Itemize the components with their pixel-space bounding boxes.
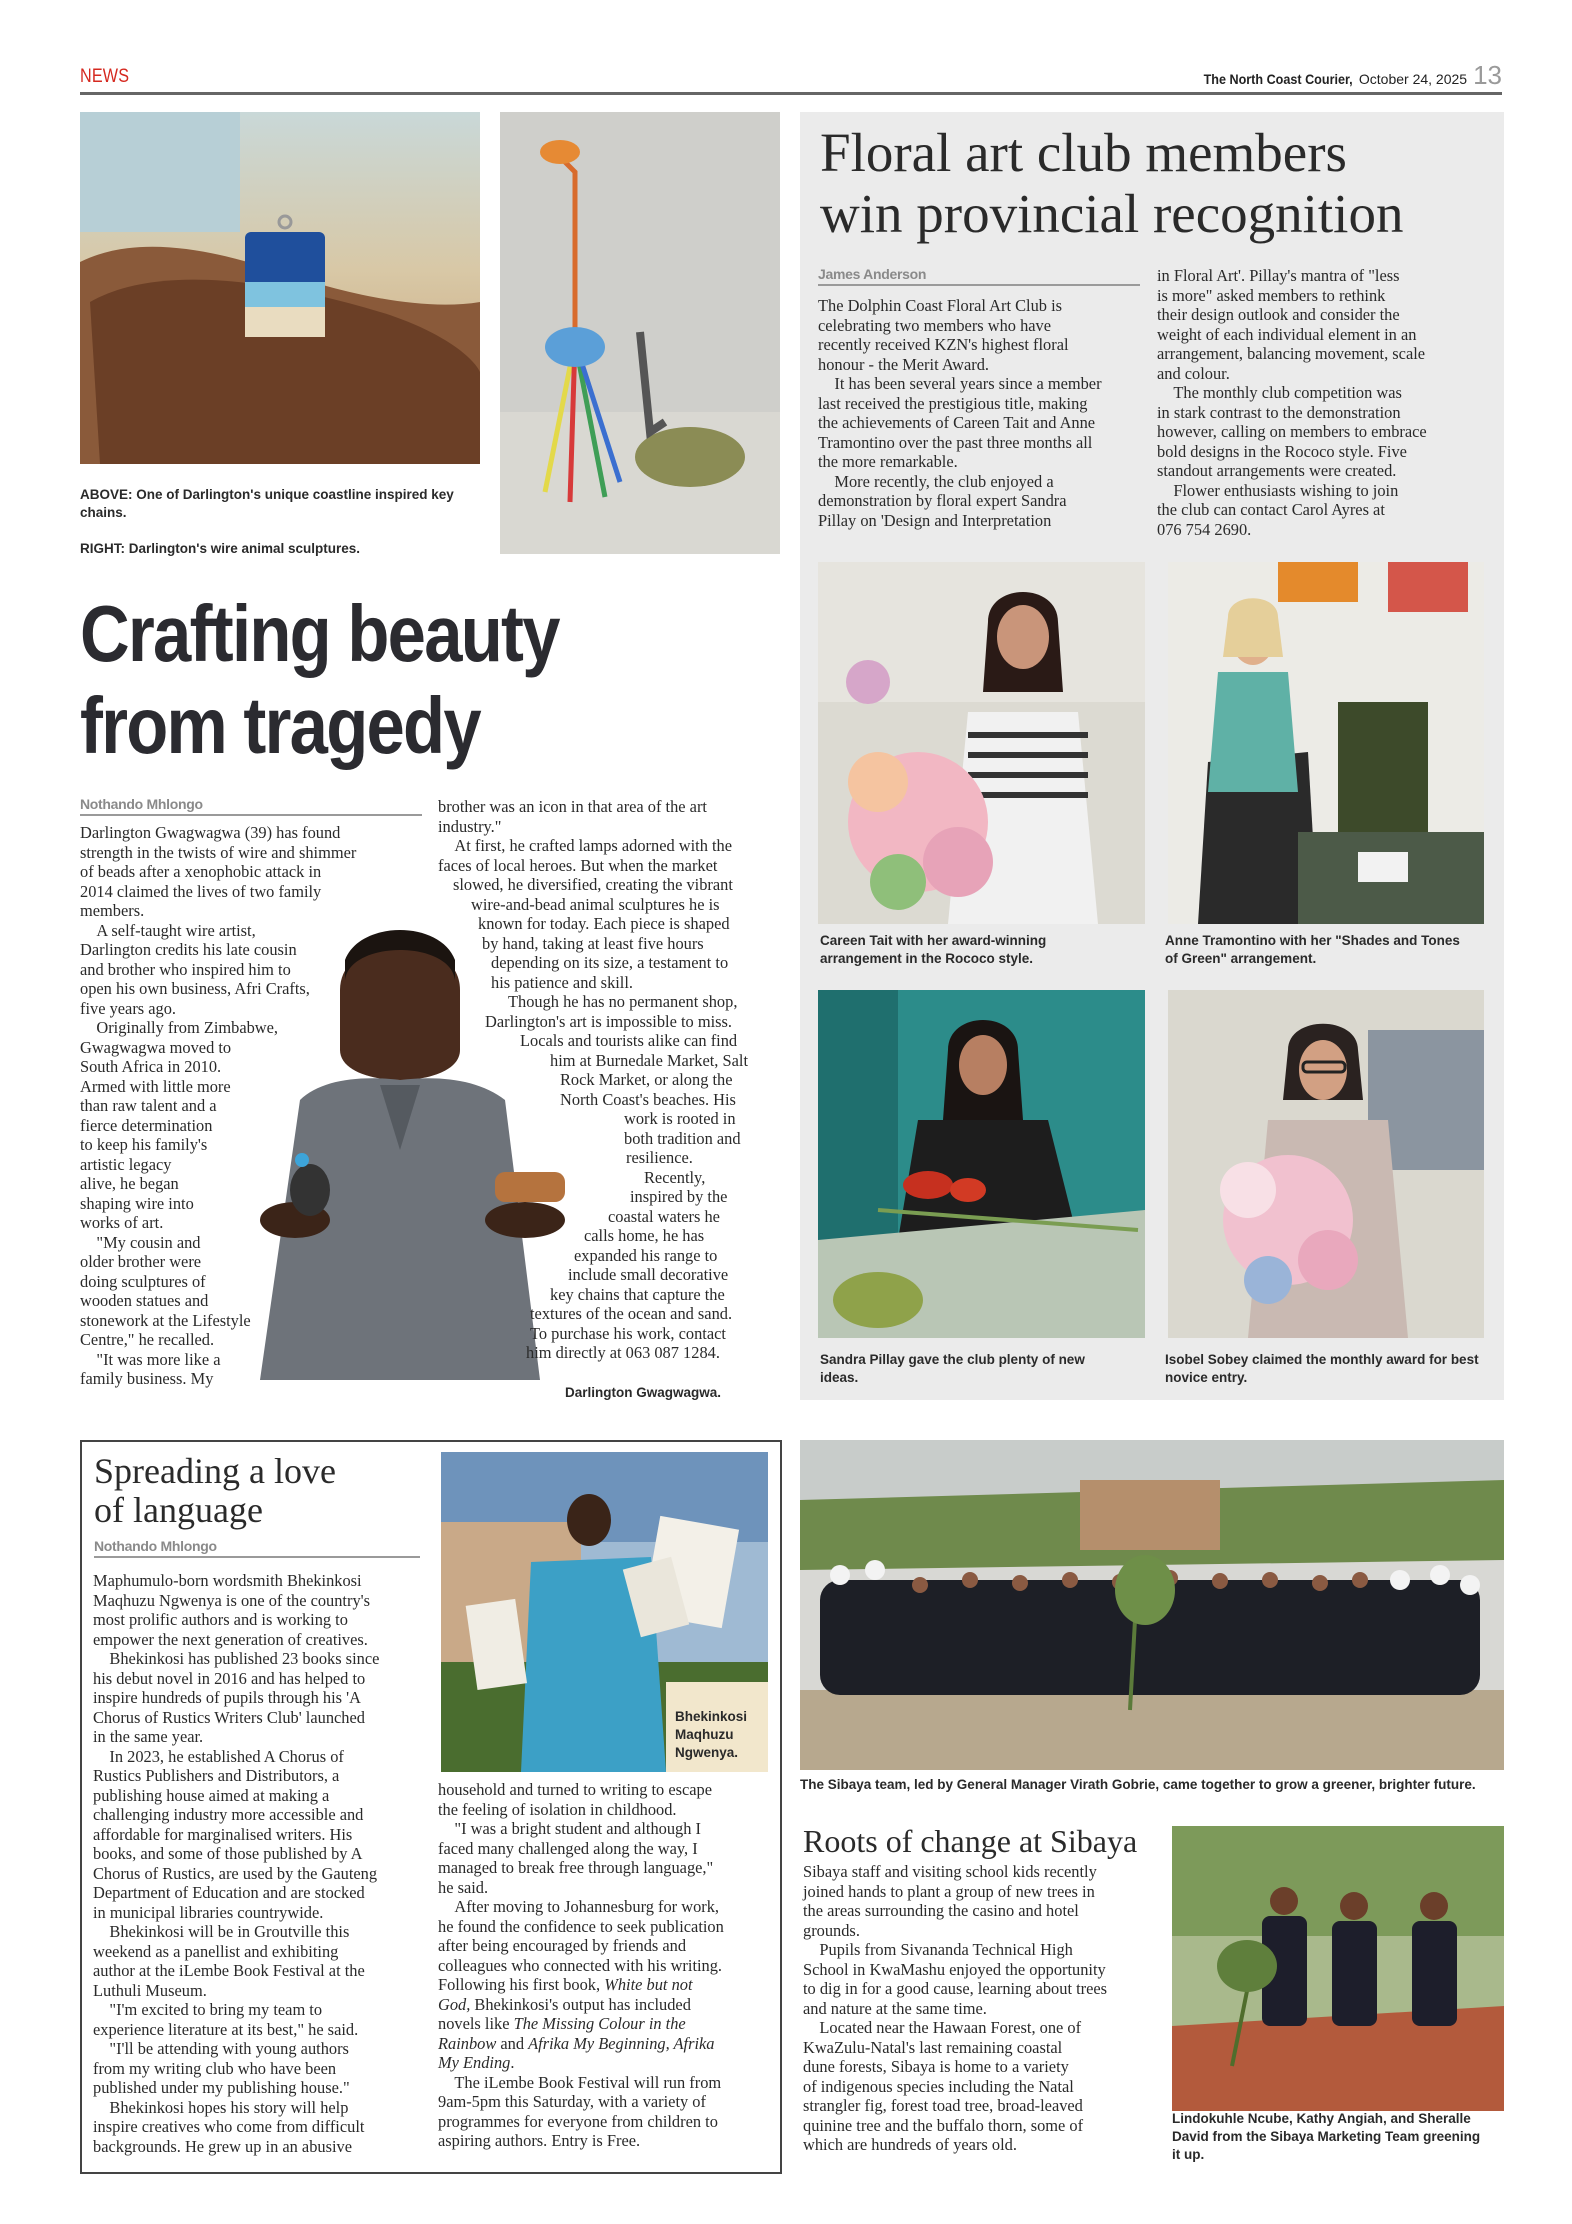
text-line: to dig in for a good cause, learning about trees <box>803 1979 1108 1998</box>
book-title: Rainbow <box>438 2033 497 2053</box>
text-line: joined hands to plant a group of new trees in <box>803 1881 1095 1901</box>
text-line: faces of local heroes. But when the market <box>438 855 718 875</box>
text-line: key chains that capture the <box>550 1284 725 1304</box>
text-line: It has been several years since a member <box>818 374 1102 393</box>
text-line: experience literature at its best," he said. <box>93 2019 359 2039</box>
careen-caption: Careen Tait with her award-winning arrangement in the Rococo style. <box>820 933 1047 966</box>
text-line: and colour. <box>1157 363 1230 383</box>
language-column-1 <box>93 1571 428 2156</box>
text-line: work is rooted in <box>624 1109 736 1128</box>
text-line: 076 754 2690. <box>1157 519 1252 539</box>
text-line: standout arrangements were created. <box>1157 461 1397 480</box>
text-line: the achievements of Careen Tait and Anne <box>818 413 1096 432</box>
text-line: industry." <box>438 816 502 836</box>
text-line: Rock Market, or along the <box>560 1070 733 1089</box>
text-line: by hand, taking at least five hours <box>482 933 704 953</box>
text-line: from my writing club who have been <box>93 2058 337 2078</box>
text-line: Located near the Hawaan Forest, one of <box>803 2018 1082 2037</box>
text-line: author at the iLembe Book Festival at the <box>93 1961 365 1980</box>
text-line: celebrating two members who have <box>818 315 1052 335</box>
crafting-column-2 <box>438 797 788 1363</box>
section-label: NEWS <box>80 66 130 87</box>
text-line: the areas surrounding the casino and hotel <box>803 1901 1079 1920</box>
page-number: 13 <box>1473 60 1502 90</box>
text-line: calls home, he has <box>584 1226 705 1245</box>
text-line: School in KwaMashu enjoyed the opportunity <box>803 1959 1106 1979</box>
text-line: his debut novel in 2016 and has helped to <box>93 1668 366 1688</box>
text-line: last received the prestigious title, making <box>818 393 1088 413</box>
sculptures-caption: RIGHT: Darlington's wire animal sculptures. <box>80 541 361 556</box>
isobel-sobey-photo <box>1168 990 1484 1338</box>
text-line: inspired by the <box>630 1187 728 1206</box>
text-line: empower the next generation of creatives. <box>93 1629 368 1649</box>
language-headline: Spreading a love of language <box>94 1451 336 1530</box>
portrait-caption: Darlington Gwagwagwa. <box>565 1385 722 1400</box>
text-line: affordable for marginalised writers. His <box>93 1824 353 1844</box>
text-line: family business. My <box>80 1369 214 1388</box>
text-line: Centre," he recalled. <box>80 1330 215 1349</box>
crafting-headline: Crafting beauty from tragedy <box>80 589 559 770</box>
text-line: however, calling on members to embrace <box>1157 422 1427 441</box>
text-line: "I was a bright student and although I <box>438 1819 701 1838</box>
text-line: the club can contact Carol Ayres at <box>1157 500 1385 519</box>
text-line: alive, he began <box>80 1174 179 1193</box>
text-line: demonstration by floral expert Sandra <box>818 491 1067 510</box>
text-line: Darlington Gwagwagwa (39) has found <box>80 823 341 842</box>
text-line: which are hundreds of years old. <box>803 2135 1017 2154</box>
text-line: quinine tree and the buffalo thorn, some of <box>803 2115 1084 2135</box>
text-line: his patience and skill. <box>491 972 634 992</box>
text-line: North Coast's beaches. His <box>560 1089 736 1109</box>
text-line: both tradition and <box>624 1128 741 1148</box>
text-line: resilience. <box>626 1148 693 1167</box>
text-line: known for today. Each piece is shaped <box>478 914 730 933</box>
text-line: textures of the ocean and sand. <box>530 1304 733 1323</box>
text-line: their design outlook and consider the <box>1157 305 1400 324</box>
text-line: arrangement, balancing movement, scale <box>1157 344 1426 363</box>
text-line: the more remarkable. <box>818 452 958 471</box>
text-line: to keep his family's <box>80 1135 208 1154</box>
text-line: dune forests, Sibaya is home to a variety <box>803 2057 1069 2076</box>
text-line: doing sculptures of <box>80 1271 206 1291</box>
planting-caption: Lindokuhle Ncube, Kathy Angiah, and Sheralle David from the Sibaya Marketing Team greening it up. <box>1172 2111 1481 2162</box>
text-line: honour - the Merit Award. <box>818 354 990 374</box>
book-title: Afrika My Beginning, Afrika <box>528 2033 715 2053</box>
text-line: Flower enthusiasts wishing to join <box>1157 480 1399 500</box>
language-column-2: household and turned to writing to escape the feeling of isolation in childhood. "I was a bright student and although I faced many challenged along the way, I managed to break free through language," he said. After moving to Johannesburg for work, he found the confidence to seek publication after being encouraged by friends and colleagues who connected with his writing. Following his first book, White but not God, Bhekinkosi's output has included novels like The Missing Colour in the Rainbow and Afrika My Beginning, Afrika My Ending. The iLembe Book Festival will run from 9am-5pm this Saturday, with a variety of programmes for everyone from children to aspiring authors. Entry is Free. <box>438 1780 778 2151</box>
text-line: More recently, the club enjoyed a <box>818 471 1054 491</box>
text-line: he found the confidence to seek publication <box>438 1916 724 1936</box>
text-line: in municipal libraries countrywide. <box>93 1902 324 1922</box>
text-line: is more" asked members to rethink <box>1157 285 1386 305</box>
text-line: Bhekinkosi hopes his story will help <box>93 2097 349 2117</box>
text-line: grounds. <box>803 1920 860 1940</box>
text-line: backgrounds. He grew up in an abusive <box>93 2136 352 2156</box>
language-byline: Nothando Mhlongo <box>94 1538 420 1558</box>
text-line: The Dolphin Coast Floral Art Club is <box>818 296 1063 315</box>
text-line: At first, he crafted lamps adorned with the <box>438 836 733 855</box>
text-line: To purchase his work, contact <box>530 1323 726 1343</box>
text-line: challenging industry more accessible and <box>93 1805 364 1824</box>
text-line: Though he has no permanent shop, <box>508 992 738 1011</box>
floral-byline: James Anderson <box>818 266 1140 286</box>
text-line: members. <box>80 901 145 920</box>
text-line: The monthly club competition was <box>1157 383 1402 402</box>
text-line: Pillay on 'Design and Interpretation <box>818 510 1052 530</box>
floral-column-2 <box>1157 266 1497 539</box>
text-line: Rustics Publishers and Distributors, a <box>93 1766 340 1785</box>
text-line: in stark contrast to the demonstration <box>1157 402 1401 422</box>
text-line: The iLembe Book Festival will run from <box>438 2072 722 2092</box>
careen-tait-photo <box>818 562 1145 924</box>
sibaya-team-caption: The Sibaya team, led by General Manager Virath Gobrie, came together to grow a greener, brighter future. <box>800 1777 1476 1792</box>
text-line: include small decorative <box>568 1265 729 1284</box>
sibaya-headline: Roots of change at Sibaya <box>803 1823 1138 1859</box>
sibaya-team-photo <box>800 1440 1504 1770</box>
book-title: God, <box>438 1994 471 2014</box>
text-line: the feeling of isolation in childhood. <box>438 1799 677 1819</box>
sandra-pillay-photo <box>818 990 1145 1338</box>
text-line: in the same year. <box>93 1727 204 1746</box>
text-line: of beads after a xenophobic attack in <box>80 862 322 881</box>
sandra-caption: Sandra Pillay gave the club plenty of new ideas. <box>820 1352 1085 1385</box>
anne-tramontino-photo <box>1168 562 1484 924</box>
floral-column-1 <box>818 296 1148 530</box>
text-line: open his own business, Afri Crafts, <box>80 979 310 998</box>
isobel-caption: Isobel Sobey claimed the monthly award for best novice entry. <box>1165 1352 1479 1385</box>
text-line: artistic legacy <box>80 1154 172 1174</box>
text-line: of indigenous species including the Natal <box>803 2076 1074 2096</box>
text-line: weekend as a panellist and exhibiting <box>93 1941 339 1961</box>
text-line: Bhekinkosi has published 23 books since <box>93 1649 380 1668</box>
text-line: Sibaya staff and visiting school kids recently <box>803 1862 1097 1881</box>
text-line: In 2023, he established A Chorus of <box>93 1746 344 1766</box>
text-line: Maphumulo-born wordsmith Bhekinkosi <box>93 1571 362 1590</box>
book-title: White but not <box>604 1975 693 1994</box>
text-line: managed to break free through language," <box>438 1858 714 1877</box>
text-line: 9am-5pm this Saturday, with a variety of <box>438 2092 706 2111</box>
text-line: "It was more like a <box>80 1349 221 1369</box>
text-line: Maqhuzu Ngwenya is one of the country's <box>93 1590 370 1610</box>
text-line: depending on its size, a testament to <box>491 953 729 972</box>
text-line: Chorus of Rustics, are used by the Gauteng <box>93 1863 378 1883</box>
book-title: My Ending <box>438 2053 511 2072</box>
text-line: most prolific authors and is working to <box>93 1610 348 1629</box>
text-line: bold designs in the Rococo style. Five <box>1157 441 1407 461</box>
text-line: strength in the twists of wire and shimmer <box>80 842 357 862</box>
text-line: Recently, <box>644 1167 706 1187</box>
text-line: Darlington credits his late cousin <box>80 940 297 959</box>
text-line: stonework at the Lifestyle <box>80 1310 251 1330</box>
text-line: shaping wire into <box>80 1193 194 1213</box>
text-line: fierce determination <box>80 1115 213 1135</box>
text-line: after being encouraged by friends and <box>438 1936 687 1955</box>
anne-caption: Anne Tramontino with her "Shades and Tones of Green" arrangement. <box>1165 933 1460 966</box>
text-line: in Floral Art'. Pillay's mantra of "less <box>1157 266 1400 285</box>
text-line: After moving to Johannesburg for work, <box>438 1897 720 1916</box>
floral-headline: Floral art club members win provincial recognition <box>820 122 1404 244</box>
text-line: five years ago. <box>80 998 177 1018</box>
text-line: he said. <box>438 1877 489 1897</box>
text-line: inspire hundreds of pupils through his 'A <box>93 1688 361 1707</box>
text-line: faced many challenged along the way, I <box>438 1838 698 1858</box>
text-line: and nature at the same time. <box>803 1998 987 2018</box>
text-line: coastal waters he <box>608 1206 720 1226</box>
text-line: Tramontino over the past three months all <box>818 432 1093 452</box>
text-line: publishing house aimed at making a <box>93 1785 330 1805</box>
keychain-caption: ABOVE: One of Darlington's unique coastline inspired key chains. <box>80 487 454 520</box>
text-line: recently received KZN's highest floral <box>818 335 1069 354</box>
text-line: him at Burnedale Market, Salt <box>550 1050 749 1070</box>
text-line: slowed, he diversified, creating the vibrant <box>453 875 733 894</box>
text-line: Pupils from Sivananda Technical High <box>803 1940 1073 1959</box>
text-line: older brother were <box>80 1252 202 1271</box>
header-rule <box>80 92 1502 95</box>
bhekinkosi-caption: Bhekinkosi Maqhuzu Ngwenya. <box>675 1709 748 1760</box>
text-line: "I'll be attending with young authors <box>93 2039 349 2058</box>
text-line: Department of Education and are stocked <box>93 1883 365 1902</box>
text-line: expanded his range to <box>574 1245 718 1265</box>
text-line: inspire creatives who come from difficult <box>93 2117 365 2136</box>
text-line: Locals and tourists alike can find <box>520 1031 738 1050</box>
text-line: books, and some of those published by A <box>93 1844 363 1863</box>
text-line: South Africa in 2010. <box>80 1057 222 1076</box>
text-line: Gwagwagwa moved to <box>80 1037 232 1057</box>
book-title: The Missing Colour in the <box>513 2014 686 2033</box>
text-line: Chorus of Rustics Writers Club' launched <box>93 1707 365 1727</box>
text-line: weight of each individual element in an <box>1157 324 1417 344</box>
keychain-photo <box>80 112 480 464</box>
text-line: published under my publishing house." <box>93 2078 350 2097</box>
wire-sculptures-photo <box>500 112 780 554</box>
text-line: "My cousin and <box>80 1232 201 1252</box>
text-line: household and turned to writing to escape <box>438 1780 713 1799</box>
text-line: brother was an icon in that area of the art <box>438 797 707 816</box>
text-line: aspiring authors. Entry is Free. <box>438 2131 641 2150</box>
text-line: A self-taught wire artist, <box>80 920 256 940</box>
text-line: Darlington's art is impossible to miss. <box>485 1011 732 1031</box>
text-line: Luthuli Museum. <box>93 1980 207 2000</box>
text-line: him directly at 063 087 1284. <box>526 1343 720 1362</box>
text-line: Armed with little more <box>80 1076 231 1096</box>
sibaya-planting-photo <box>1172 1826 1504 2111</box>
text-line: KwaZulu-Natal's last remaining coastal <box>803 2037 1063 2057</box>
issue-date: October 24, 2025 <box>1358 71 1468 87</box>
text-line: works of art. <box>80 1213 164 1232</box>
text-line: 2014 claimed the lives of two family <box>80 881 322 901</box>
text-line: than raw talent and a <box>80 1096 217 1115</box>
text-line: wooden statues and <box>80 1291 209 1310</box>
text-line: Originally from Zimbabwe, <box>80 1018 279 1037</box>
text-line: "I'm excited to bring my team to <box>93 2000 323 2019</box>
text-line: colleagues who connected with his writing. <box>438 1955 723 1975</box>
crafting-byline: Nothando Mhlongo <box>80 796 422 816</box>
text-line: strangler fig, forest toad tree, broad-leaved <box>803 2096 1083 2115</box>
text-line: Bhekinkosi will be in Groutville this <box>93 1922 350 1941</box>
text-line: wire-and-bead animal sculptures he is <box>471 894 720 914</box>
sibaya-body <box>803 1862 1153 2155</box>
text-line: programmes for everyone from children to <box>438 2111 718 2131</box>
masthead <box>1187 62 1502 88</box>
text-line: and brother who inspired him to <box>80 959 291 979</box>
publication-name: The North Coast Courier, <box>1203 71 1353 87</box>
